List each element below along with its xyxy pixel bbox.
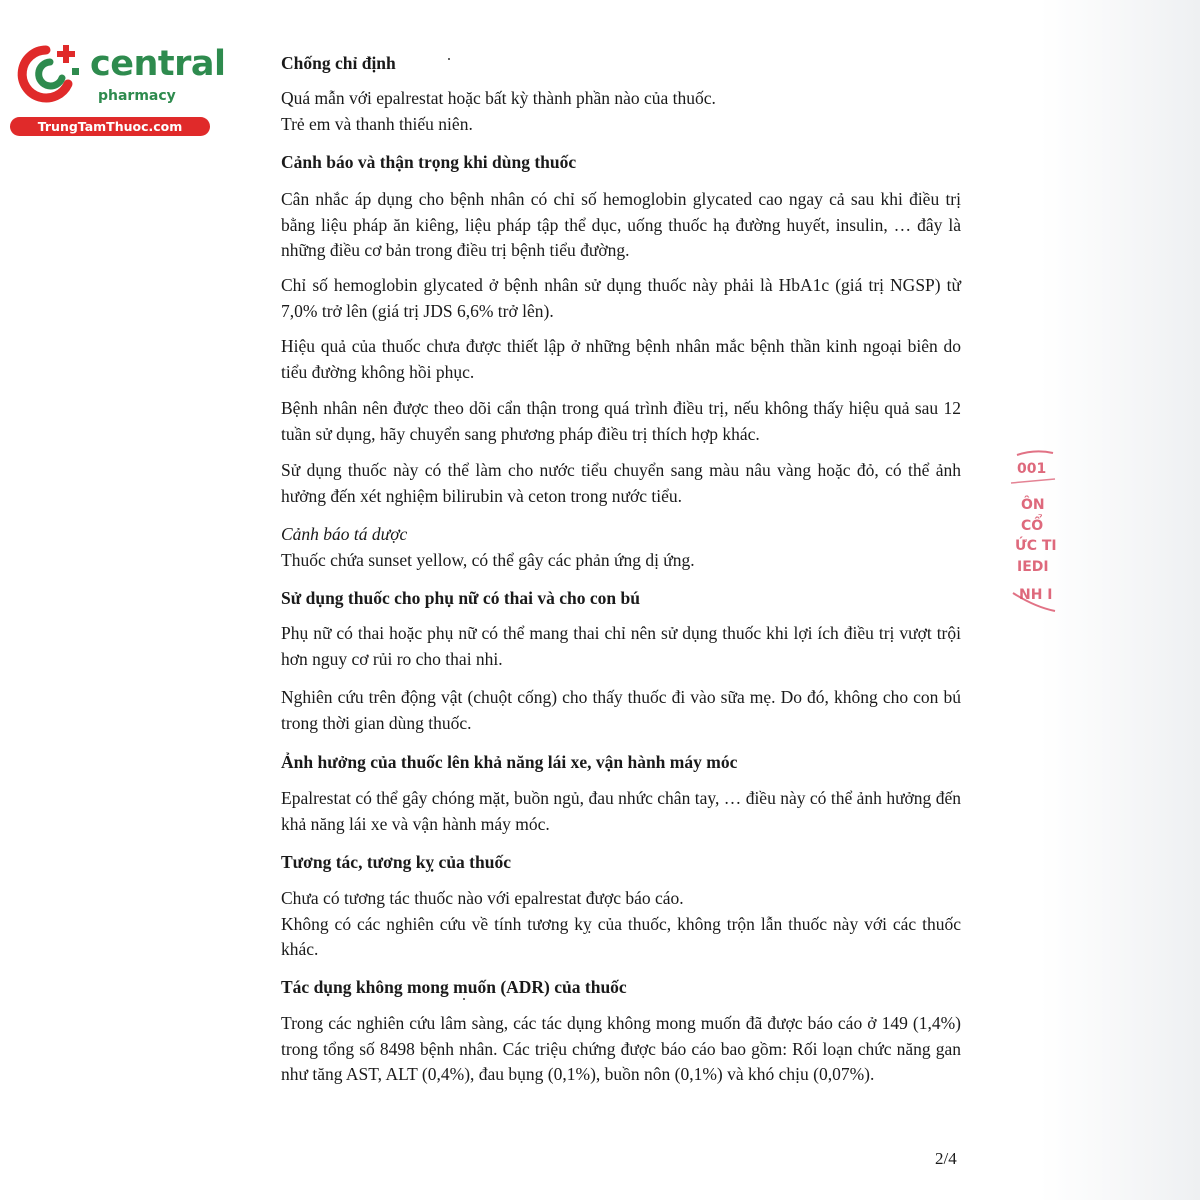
stamp-text: 001	[1017, 461, 1047, 477]
paragraph: Epalrestat có thể gây chóng mặt, buồn ngủ, đau nhức chân tay, … điều này có thể ảnh hưởng đến khả năng lái xe và vận hành máy móc.	[281, 788, 961, 834]
paragraph: Phụ nữ có thai hoặc phụ nữ có thể mang thai chỉ nên sử dụng thuốc khi lợi ích điều trị vượt trội hơn nguy cơ rủi ro cho thai nhi.	[281, 623, 961, 669]
stamp-text: ỨC TI	[1015, 538, 1057, 554]
excipient-block	[281, 522, 961, 573]
paragraph: Trẻ em và thanh thiếu niên.	[281, 113, 473, 134]
pharmacy-cross-logo-icon	[10, 38, 90, 110]
section-heading: Tương tác, tương kỵ của thuốc	[281, 852, 511, 872]
scan-dot	[463, 998, 465, 1000]
logo-sub-text: pharmacy	[98, 88, 176, 104]
paragraph: Chưa có tương tác thuốc nào với epalrestat được báo cáo.	[281, 888, 684, 908]
paragraph: Hiệu quả của thuốc chưa được thiết lập ở những bệnh nhân mắc bệnh thần kinh ngoại biên do tiểu đường không hồi phục.	[281, 336, 961, 382]
paragraph: Chỉ số hemoglobin glycated ở bệnh nhân sử dụng thuốc này phải là HbA1c (giá trị NGSP) từ 7,0% trở lên (giá trị JDS 6,6% trở lên).	[281, 275, 961, 321]
stamp-text: ÔN	[1021, 497, 1045, 513]
page-number: 2/4	[935, 1149, 957, 1168]
paragraph: Thuốc chứa sunset yellow, có thể gây các phản ứng dị ứng.	[281, 549, 695, 570]
warn-p3-block	[281, 334, 961, 385]
section-contraindications	[281, 50, 961, 76]
interact-block	[281, 886, 961, 963]
stamp-text: CỔ	[1021, 518, 1044, 534]
logo-site-badge: TrungTamThuoc.com	[10, 117, 210, 136]
section-heading: Cảnh báo và thận trọng khi dùng thuốc	[281, 152, 577, 172]
warn-p1-block	[281, 187, 961, 264]
paragraph: Trong các nghiên cứu lâm sàng, các tác dụng không mong muốn đã được báo cáo ở 149 (1,4%) trong tổng số 8498 bệnh nhân. Các triệu chứng được báo cáo bao gồm: Rối loạn chức năng gan như tăng AST, ALT (0,4%), đau bụng (0,1%), buồn nôn (0,1%) và khó chịu (0,07%).	[281, 1013, 961, 1084]
section-driving	[281, 749, 961, 775]
paragraph: Bệnh nhân nên được theo dõi cẩn thận trong quá trình điều trị, nếu không thấy hiệu quả sau 12 tuần sử dụng, hãy chuyển sang phương pháp điều trị thích hợp khác.	[281, 398, 961, 444]
stamp-text: NH I	[1019, 587, 1053, 603]
warn-p5-block	[281, 458, 961, 509]
paragraph: Nghiên cứu trên động vật (chuột cống) cho thấy thuốc đi vào sữa mẹ. Do đó, không cho con bú trong thời gian dùng thuốc.	[281, 687, 961, 733]
section-heading: Chống chỉ định	[281, 53, 396, 73]
stamp-text: IEDI	[1017, 559, 1049, 575]
paragraph: Cân nhắc áp dụng cho bệnh nhân có chỉ số hemoglobin glycated cao ngay cả sau khi điều trị bằng liệu pháp ăn kiêng, liệu pháp tập thể dục, uống thuốc hạ đường huyết, insulin, … đây là những điều cơ bản trong điều trị bệnh tiểu đường.	[281, 189, 961, 260]
warn-p2-block	[281, 273, 961, 324]
preg-p2-block	[281, 685, 961, 736]
preg-p1-block	[281, 621, 961, 672]
adr-p1-block	[281, 1011, 961, 1088]
section-heading: Ảnh hưởng của thuốc lên khả năng lái xe, vận hành máy móc	[281, 752, 738, 772]
warn-p4-block	[281, 396, 961, 447]
section-interactions	[281, 849, 961, 875]
section-warnings	[281, 149, 961, 175]
section-heading: Sử dụng thuốc cho phụ nữ có thai và cho con bú	[281, 588, 640, 608]
section-heading: Tác dụng không mong muốn (ADR) của thuốc	[281, 977, 627, 997]
drive-p1-block	[281, 786, 961, 837]
central-pharmacy-logo	[10, 38, 226, 138]
section-adr	[281, 974, 961, 1000]
scan-dot	[448, 58, 450, 60]
excipient-title: Cảnh báo tá dược	[281, 524, 408, 544]
paragraph: Sử dụng thuốc này có thể làm cho nước tiểu chuyển sang màu nâu vàng hoặc đỏ, có thể ảnh hưởng đến xét nghiệm bilirubin và ceton trong nước tiểu.	[281, 460, 961, 506]
section-pregnancy	[281, 585, 961, 611]
paragraph: Quá mẫn với epalrestat hoặc bất kỳ thành phần nào của thuốc.	[281, 88, 716, 108]
stamp-fragment	[1005, 445, 1065, 625]
paragraph: Không có các nghiên cứu về tính tương kỵ của thuốc, không trộn lẫn thuốc này với các thuốc khác.	[281, 913, 961, 959]
logo-brand-text: central	[90, 44, 226, 84]
contra-lines	[281, 86, 961, 137]
